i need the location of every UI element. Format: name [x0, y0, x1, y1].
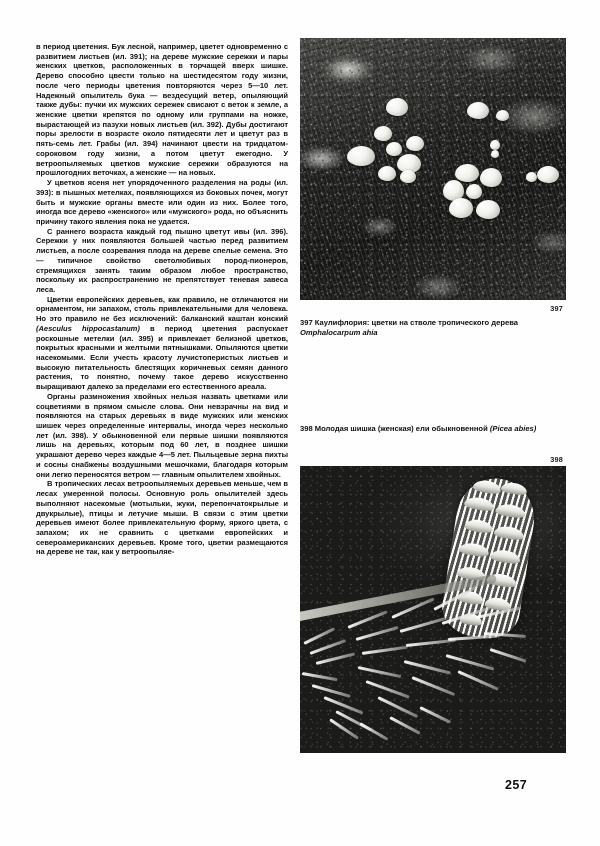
figure-397: [300, 38, 566, 313]
figure-398: [300, 455, 566, 753]
flower-blob: [386, 142, 402, 156]
flower-blob: [449, 198, 473, 218]
flower-blob: [526, 172, 537, 182]
flower-blob: [378, 166, 396, 181]
paragraph-4: [36, 295, 288, 392]
caption-397-latin: Omphalocarpum ahia: [300, 328, 378, 338]
flower-blob: [406, 136, 424, 151]
body-text-column: [36, 42, 288, 557]
flower-blob: [490, 140, 500, 150]
paragraph-4-run-1: Цветки европейских деревьев, как правило, не отличаются ни орнаментом, ни запахом, столь привлекательными для человека. Но это правило не без исключений: балканский каштан конский: [36, 294, 288, 324]
paragraph-2: У цветков ясеня нет упорядоченного разделения на роды (ил. 393): в пышных метелках, появляющихся из боковых почек, могут быть и мужские органы вместе или один из них. Более того, иногда все дерево «женского» или «мужского» рода, но объяснить причину такого явления пока не удается.: [36, 178, 288, 226]
paragraph-3: С раннего возраста каждый год пышно цветут ивы (ил. 396). Сережки у них появляются большей частью перед развитием листьев, а после созревания плода на дереве спелые семена. Это — типичное свойство светолюбивых пород-пионеров, стремящихся занять таким образом любое пространство, поскольку их распространению не препятствует теневая завеса леса.: [36, 226, 288, 294]
flower-blob: [496, 110, 509, 121]
figure-number-397: 397: [550, 304, 563, 313]
paragraph-4-run-3: в период цветения распускает роскошные метелки (ил. 395) и привлекает белизной цветков, покрытых красными и желтыми пятнышками. Опыляются цветки насекомыми. Если учесть красоту лучистоперистых листьев и высокую питательность блестящих коричневых семян данного растения, то понятно, почему такое дерево искусственно выращивают далеко за пределами его естественного ареала.: [36, 323, 288, 392]
flower-blob: [467, 102, 489, 119]
caption-397-number: 397: [300, 318, 313, 327]
flower-blob: [537, 166, 559, 183]
caption-397-text: Каулифлория: цветки на стволе тропического дерева: [312, 318, 518, 327]
caption-398: [300, 424, 552, 434]
flower-blob: [466, 184, 482, 199]
figure-number-398: 398: [550, 455, 563, 464]
page-number: 257: [505, 778, 528, 792]
flower-blob: [400, 170, 416, 183]
caption-397: [300, 318, 552, 339]
flower-blob: [480, 168, 502, 187]
flower-blob: [347, 146, 375, 166]
caption-398-latin: (Picea abies): [489, 424, 537, 433]
flower-blob: [386, 98, 408, 116]
bark-grain: [300, 38, 566, 300]
flower-blob: [476, 200, 500, 219]
photo-cauliflory: [300, 38, 566, 300]
caption-398-text: Молодая шишка (женская) ели обыкновенной: [312, 424, 490, 433]
paragraph-1: в период цветения. Бук лесной, например, цветет одновременно с развитием листьев (ил. 391); на дереве мужские сережки и пары женских цветков, расположенных в торчащей вверх шишке. Дерево способно цвести только на шестидесятом году жизни, после чего периоды цветения повторяются через 5—10 лет. Надежный опылитель бука — вездесущий ветер, опыляющий также дубы: пучки их мужских сережек свисают с веток к земле, а женские цветки крепятся по одному или группами на ножке, вырастающей из пазухи новых листьев (ил. 392). Дубы достигают поры зрелости в возрасте около пятидесяти лет и цветут раз в пять-семь лет. Грабы (ил. 394) начинают цвести на тридцатом-сороковом году жизни, а потом цветут ежегодно. У ветроопыляемых цветков мужские сережки образуются на прошлогодних веточках, а женские — на новых.: [36, 42, 288, 178]
paragraph-5: Органы размножения хвойных нельзя назвать цветками или соцветиями в прямом смысле слова. Они невзрачны на вид и появляются на старых деревьях в виде мужских или женских шишек через определенные интервалы, иногда через несколько лет (ил. 398). У обыкновенной ели первые шишки появляются лишь на деревьях, которым под 60 лет, в позднее шишки украшают дерево через каждые 4—5 лет. Пыльцевые зерна пихты и сосны снабжены воздушными мешочками, благодаря которым они легко переносятся ветром — главным опылителем хвойных.: [36, 391, 288, 479]
latin-name-aesculus: (Aesculus hippocastanum): [36, 323, 140, 333]
paragraph-6: В тропических лесах ветроопыляемых деревьев меньше, чем в лесах умеренной полосы. Основную роль опылителей здесь выполняют насекомые (мотыльки, жуки, перепончатокрылые и двукрылые), птицы и летучие мыши. В связи с этим цветки деревьев имеют более привлекательную форму, яркого цвета, с запахом; их не сравнить с цветками европейских и североамериканских деревьев. Кроме того, цветки размещаются на дереве не так, как у ветроопыляе-: [36, 479, 288, 557]
photo-spruce-cone: [300, 466, 566, 753]
caption-398-number: 398: [300, 424, 313, 433]
flower-blob: [491, 150, 499, 158]
flower-blob: [455, 164, 479, 182]
flower-blob: [374, 126, 392, 141]
